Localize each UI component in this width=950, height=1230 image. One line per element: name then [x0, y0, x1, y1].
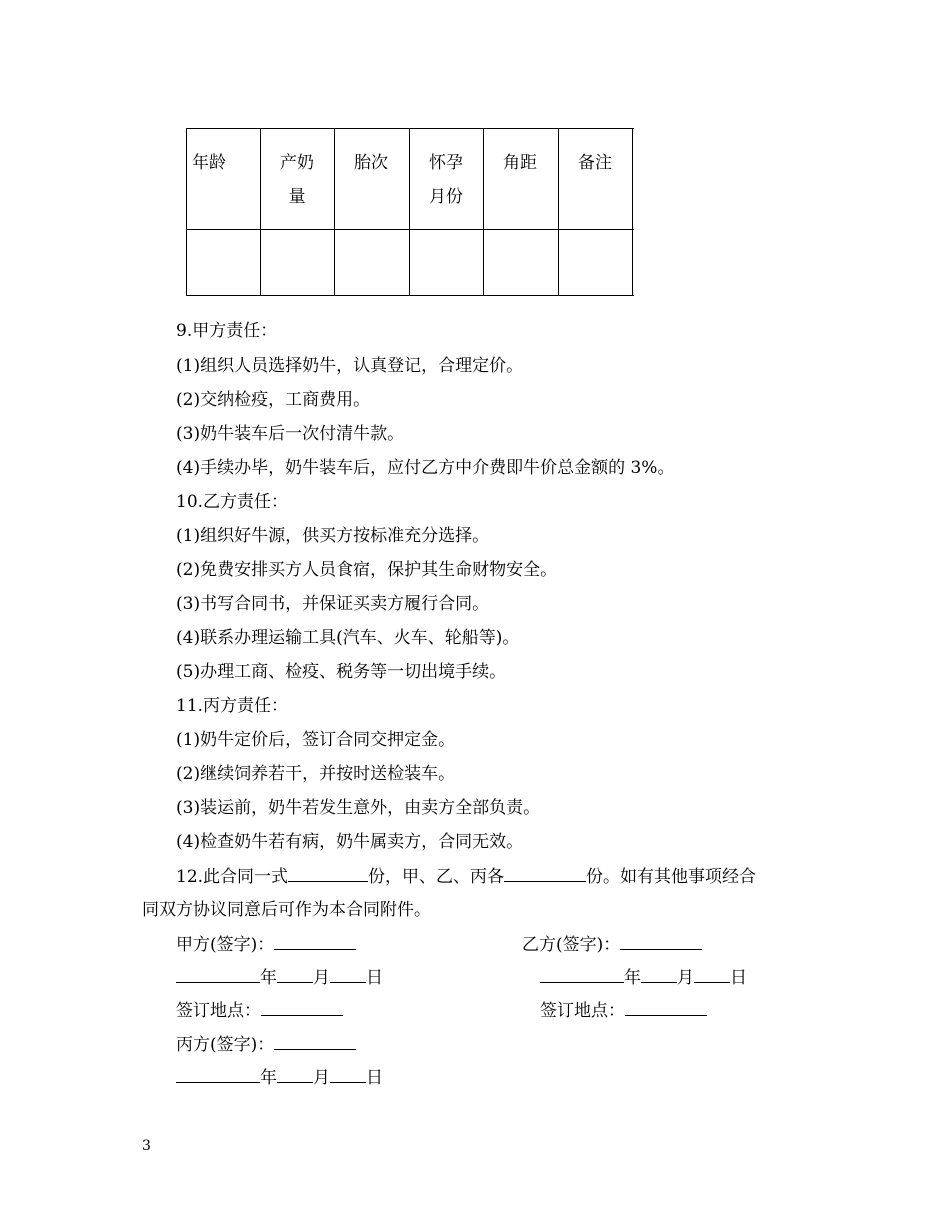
page-number: 3: [142, 1138, 151, 1154]
section9-title: 9.甲方责任：: [176, 321, 278, 341]
place-label: 签订地点：: [540, 1001, 625, 1021]
party-b-date: [540, 966, 747, 989]
party-a-place: [176, 999, 343, 1022]
copies-total-blank[interactable]: [288, 865, 368, 882]
party-c-day-blank[interactable]: [330, 1066, 366, 1083]
section12-line2: 同双方协议同意后可作为本合同附件。: [142, 900, 431, 920]
table-header-divider: [186, 229, 634, 230]
party-c-month-blank[interactable]: [277, 1066, 313, 1083]
party-a-day-blank[interactable]: [330, 966, 366, 983]
party-a-place-blank[interactable]: [261, 999, 343, 1016]
header-pregnancy: 怀孕: [429, 153, 463, 173]
section10-item-1: (1)组织好牛源，供买方按标准充分选择。: [176, 526, 490, 546]
party-a-date: [176, 966, 383, 989]
section12-part3: 份。如有其他事项经合: [586, 867, 757, 887]
section9-item-1: (1)组织人员选择奶牛，认真登记，合理定价。: [176, 356, 524, 376]
party-c-signature: [176, 1033, 356, 1056]
year-label: 年: [260, 1068, 277, 1088]
party-b-month-blank[interactable]: [641, 966, 677, 983]
party-c-date: [176, 1066, 383, 1089]
section9-item-4: (4)手续办毕，奶牛装车后，应付乙方中介费即牛价总金额的 3%。: [176, 458, 675, 478]
party-b-label: 乙方(签字)：: [522, 935, 621, 955]
day-label: 日: [366, 1068, 383, 1088]
party-b-place-blank[interactable]: [625, 999, 707, 1016]
header-age: 年龄: [192, 153, 226, 173]
section11-item-3: (3)装运前，奶牛若发生意外，由卖方全部负责。: [176, 798, 541, 818]
table-top-border: [186, 128, 634, 129]
header-milk-yield-line2: 量: [288, 187, 306, 207]
day-label: 日: [366, 968, 383, 988]
place-label: 签订地点：: [176, 1001, 261, 1021]
section11-title: 11.丙方责任：: [176, 696, 289, 716]
header-horn-distance: 角距: [503, 153, 537, 173]
section9-item-3: (3)奶牛装车后一次付清牛款。: [176, 424, 405, 444]
header-milk-yield: 产奶: [280, 153, 314, 173]
party-b-place: [540, 999, 707, 1022]
party-b-signature: [522, 933, 702, 956]
party-c-signature-blank[interactable]: [274, 1033, 356, 1050]
section10-item-4: (4)联系办理运输工具(汽车、火车、轮船等)。: [176, 628, 520, 648]
section10-title: 10.乙方责任：: [176, 492, 289, 512]
section12-part2: 份，甲、乙、丙各: [368, 867, 505, 887]
party-a-year-blank[interactable]: [176, 966, 260, 983]
month-label: 月: [313, 968, 330, 988]
day-label: 日: [730, 968, 747, 988]
header-pregnancy-line2: 月份: [429, 187, 463, 207]
party-a-label: 甲方(签字)：: [176, 935, 275, 955]
party-a-signature: [176, 933, 356, 956]
section11-item-2: (2)继续饲养若干，并按时送检装车。: [176, 764, 456, 784]
table-col-border: [632, 128, 633, 296]
section9-item-2: (2)交纳检疫，工商费用。: [176, 390, 371, 410]
section10-item-5: (5)办理工商、检疫、税务等一切出境手续。: [176, 662, 507, 682]
year-label: 年: [624, 968, 641, 988]
table-bottom-border: [186, 295, 634, 296]
copies-each-blank[interactable]: [504, 865, 586, 882]
party-c-year-blank[interactable]: [176, 1066, 260, 1083]
section11-item-4: (4)检查奶牛若有病，奶牛属卖方，合同无效。: [176, 832, 524, 852]
section12-line1: [176, 865, 756, 888]
section10-item-2: (2)免费安排买方人员食宿，保护其生命财物安全。: [176, 560, 558, 580]
party-b-day-blank[interactable]: [694, 966, 730, 983]
section12-part1: 12.此合同一式: [176, 867, 289, 887]
header-remarks: 备注: [578, 153, 612, 173]
party-b-signature-blank[interactable]: [620, 933, 702, 950]
year-label: 年: [260, 968, 277, 988]
party-c-label: 丙方(签字)：: [176, 1035, 275, 1055]
party-a-month-blank[interactable]: [277, 966, 313, 983]
section10-item-3: (3)书写合同书，并保证买卖方履行合同。: [176, 594, 490, 614]
section11-item-1: (1)奶牛定价后，签订合同交押定金。: [176, 730, 456, 750]
party-b-year-blank[interactable]: [540, 966, 624, 983]
month-label: 月: [677, 968, 694, 988]
cattle-info-table: [186, 128, 634, 298]
month-label: 月: [313, 1068, 330, 1088]
header-parity: 胎次: [354, 153, 388, 173]
party-a-signature-blank[interactable]: [274, 933, 356, 950]
